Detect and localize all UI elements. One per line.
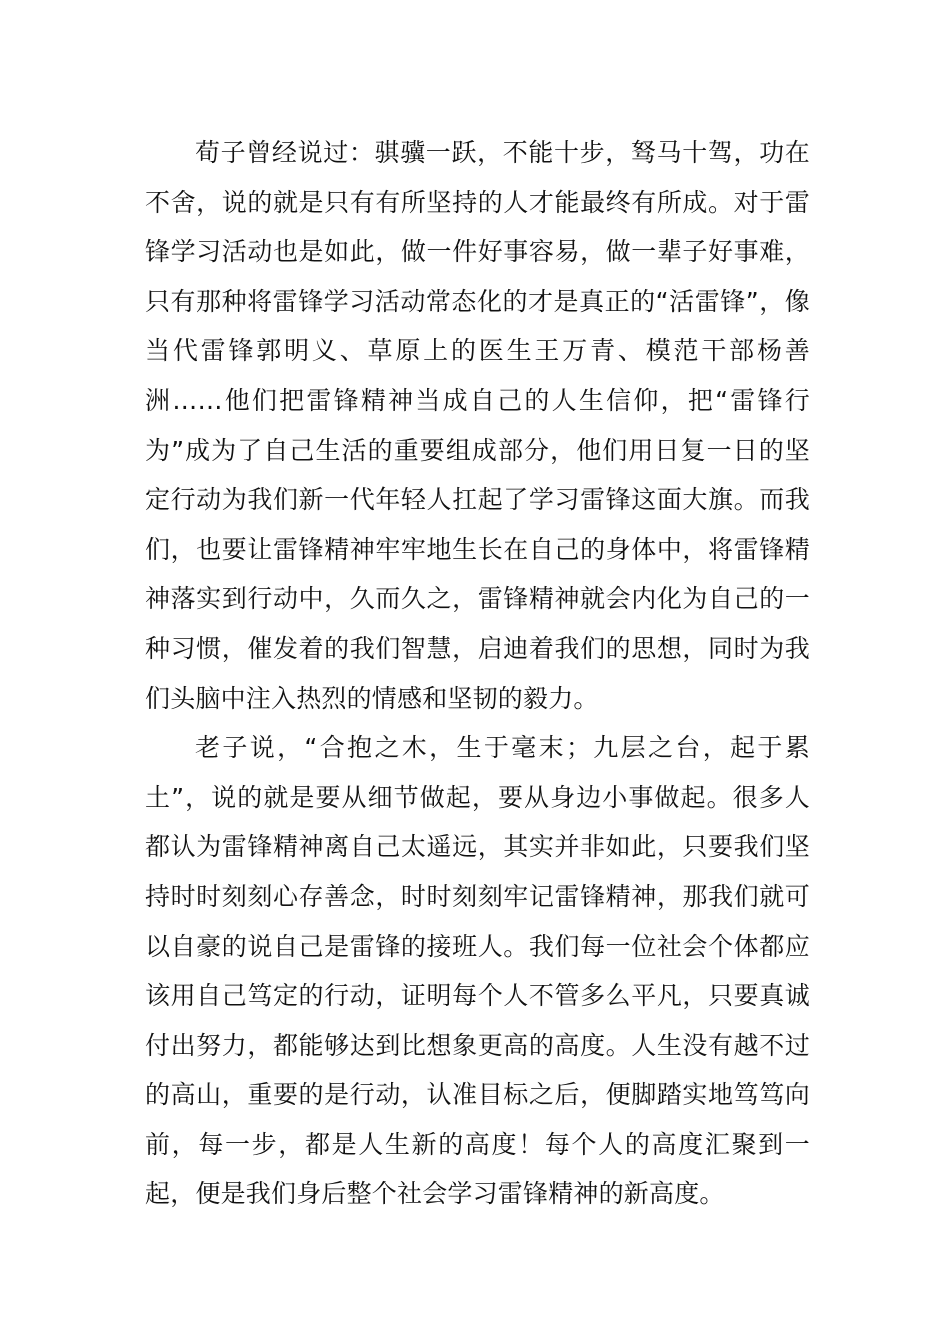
paragraph-laozi: 老子说，“合抱之木，生于毫末；九层之台，起于累土”，说的就是要从细节做起，要从身边小事做起。很多人都认为雷锋精神离自己太遥远，其实并非如此，只要我们坚持时时刻刻心存善念，时时刻刻牢记雷锋精神，那我们就可以自豪的说自己是雷锋的接班人。我们每一位社会个体都应该用自己笃定的行动，证明每个人不管多么平凡，只要真诚付出努力，都能够达到比想象更高的高度。人生没有越不过的高山，重要的是行动，认准目标之后，便脚踏实地笃笃向前，每一步，都是人生新的高度！每个人的高度汇聚到一起，便是我们身后整个社会学习雷锋精神的新高度。 [145, 733, 810, 1209]
document-body [145, 128, 810, 1219]
paragraph-xunzi: 荀子曾经说过：骐骥一跃，不能十步，驽马十驾，功在不舍，说的就是只有有所坚持的人才能最终有所成。对于雷锋学习活动也是如此，做一件好事容易，做一辈子好事难，只有那种将雷锋学习活动常态化的才是真正的“活雷锋”，像当代雷锋郭明义、草原上的医生王万青、模范干部杨善洲……他们把雷锋精神当成自己的人生信仰，把“雷锋行为”成为了自己生活的重要组成部分，他们用日复一日的坚定行动为我们新一代年轻人扛起了学习雷锋这面大旗。而我们，也要让雷锋精神牢牢地生长在自己的身体中，将雷锋精神落实到行动中，久而久之，雷锋精神就会内化为自己的一种习惯，催发着的我们智慧，启迪着我们的思想，同时为我们头脑中注入热烈的情感和坚韧的毅力。 [145, 138, 810, 713]
